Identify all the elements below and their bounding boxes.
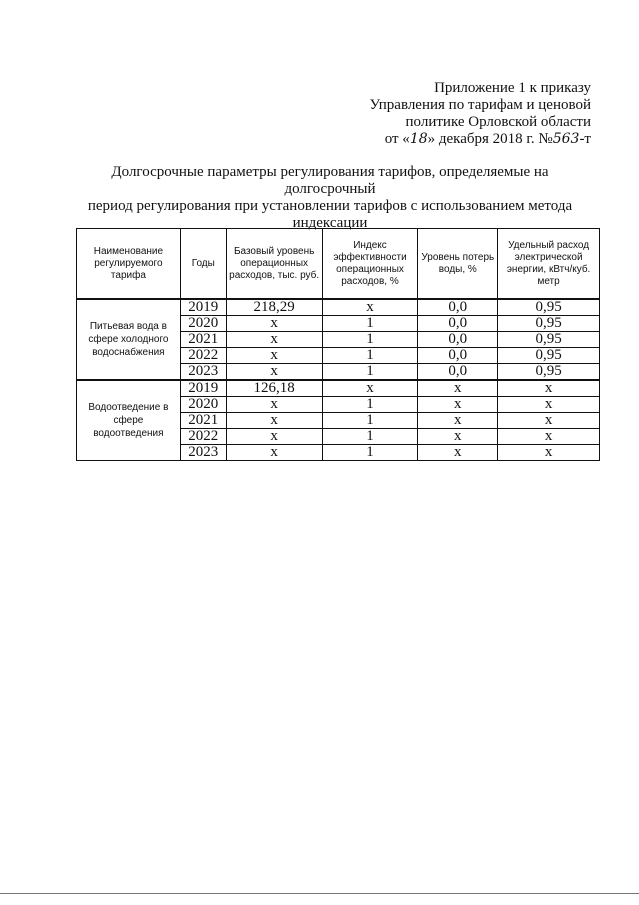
year-cell: 2023	[180, 445, 226, 461]
year-cell: 2019	[180, 299, 226, 316]
energy-consumption-cell: x	[498, 445, 600, 461]
header-energy-consumption: Удельный расход электрической энергии, кВтч/куб. метр	[498, 229, 600, 300]
base-expenses-cell: x	[226, 348, 322, 364]
base-expenses-cell: x	[226, 413, 322, 429]
base-expenses-cell: x	[226, 445, 322, 461]
tariff-name-cell: Водоотведение в сфере водоотведения	[77, 380, 181, 461]
efficiency-index-cell: x	[322, 380, 418, 397]
energy-consumption-cell: 0,95	[498, 316, 600, 332]
base-expenses-cell: 126,18	[226, 380, 322, 397]
parameters-table	[76, 228, 600, 461]
date-prefix: от «	[384, 131, 410, 147]
water-loss-cell: 0,0	[418, 316, 498, 332]
efficiency-index-cell: 1	[322, 316, 418, 332]
title-line-3: индексации	[292, 215, 368, 231]
year-cell: 2020	[180, 316, 226, 332]
header-water-loss: Уровень потерь воды, %	[418, 229, 498, 300]
table-row	[77, 299, 600, 316]
energy-consumption-cell: x	[498, 413, 600, 429]
date-day: 18	[409, 131, 428, 147]
energy-consumption-cell: 0,95	[498, 348, 600, 364]
efficiency-index-cell: 1	[322, 348, 418, 364]
header-line-2: Управления по тарифам и ценовой	[369, 97, 591, 113]
water-loss-cell: 0,0	[418, 364, 498, 381]
base-expenses-cell: x	[226, 316, 322, 332]
water-loss-cell: x	[418, 397, 498, 413]
efficiency-index-cell: 1	[322, 413, 418, 429]
title-line-1: Долгосрочные параметры регулирования тарифов, определяемые на долгосрочный	[111, 164, 549, 197]
order-number: 563	[552, 131, 580, 147]
header-tariff-name: Наименование регулируемого тарифа	[77, 229, 181, 300]
efficiency-index-cell: 1	[322, 332, 418, 348]
year-cell: 2023	[180, 364, 226, 381]
energy-consumption-cell: x	[498, 380, 600, 397]
header-base-expenses: Базовый уровень операционных расходов, тыс. руб.	[226, 229, 322, 300]
water-loss-cell: x	[418, 445, 498, 461]
efficiency-index-cell: x	[322, 299, 418, 316]
title-line-2: период регулирования при установлении тарифов с использованием метода	[87, 198, 573, 214]
water-loss-cell: x	[418, 429, 498, 445]
efficiency-index-cell: 1	[322, 445, 418, 461]
year-cell: 2022	[180, 429, 226, 445]
energy-consumption-cell: x	[498, 429, 600, 445]
water-loss-cell: x	[418, 413, 498, 429]
header-years: Годы	[180, 229, 226, 300]
year-cell: 2019	[180, 380, 226, 397]
efficiency-index-cell: 1	[322, 397, 418, 413]
efficiency-index-cell: 1	[322, 429, 418, 445]
appendix-header	[369, 80, 591, 148]
header-line-1: Приложение 1 к приказу	[434, 80, 591, 96]
document-title	[70, 164, 590, 232]
energy-consumption-cell: 0,95	[498, 332, 600, 348]
energy-consumption-cell: 0,95	[498, 364, 600, 381]
water-loss-cell: 0,0	[418, 299, 498, 316]
date-middle: » декабря 2018 г. №	[427, 131, 553, 147]
energy-consumption-cell: x	[498, 397, 600, 413]
table-row	[77, 380, 600, 397]
header-efficiency-index: Индекс эффективности операционных расходов, %	[322, 229, 418, 300]
water-loss-cell: x	[418, 380, 498, 397]
order-suffix: -т	[579, 131, 591, 147]
year-cell: 2022	[180, 348, 226, 364]
water-loss-cell: 0,0	[418, 348, 498, 364]
base-expenses-cell: x	[226, 332, 322, 348]
year-cell: 2021	[180, 413, 226, 429]
efficiency-index-cell: 1	[322, 364, 418, 381]
base-expenses-cell: x	[226, 397, 322, 413]
table-header-row	[77, 229, 600, 300]
base-expenses-cell: x	[226, 364, 322, 381]
header-date-line	[369, 131, 591, 148]
base-expenses-cell: x	[226, 429, 322, 445]
year-cell: 2021	[180, 332, 226, 348]
scan-edge-line	[0, 893, 639, 894]
energy-consumption-cell: 0,95	[498, 299, 600, 316]
header-line-3: политике Орловской области	[405, 114, 591, 130]
base-expenses-cell: 218,29	[226, 299, 322, 316]
year-cell: 2020	[180, 397, 226, 413]
water-loss-cell: 0,0	[418, 332, 498, 348]
tariff-name-cell: Питьевая вода в сфере холодного водоснабжения	[77, 299, 181, 380]
